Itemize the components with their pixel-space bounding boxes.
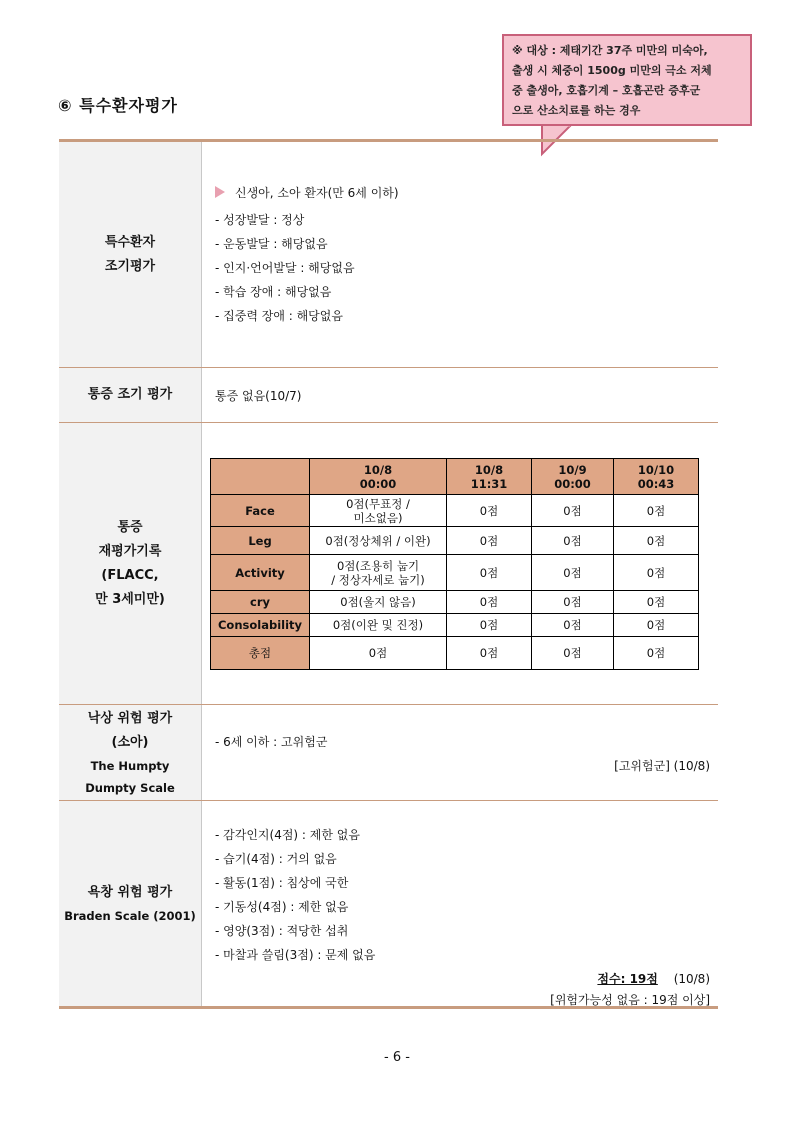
pain-initial-value: 통증 없음(10/7) [215, 389, 302, 403]
label-line: The Humpty [90, 758, 170, 773]
table-row [211, 614, 699, 637]
pain-initial-row [59, 368, 718, 423]
row-label [59, 801, 202, 1006]
table-row [211, 637, 699, 670]
label-line: 욕창 위험 평가 [87, 884, 173, 900]
early-assessment-row [59, 142, 718, 368]
table-cell: 0점 [310, 637, 447, 670]
callout-line: 으로 산소치료를 하는 경우 [512, 104, 641, 117]
table-cell: 0점 [532, 527, 614, 555]
list-item: - 학습 장애 : 해당없음 [215, 285, 332, 299]
list-item: - 기동성(4점) : 제한 없음 [215, 900, 349, 914]
column-header: 10/8 11:31 [447, 459, 532, 495]
table-cell: 0점 [532, 614, 614, 637]
list-item: - 집중력 장애 : 해당없음 [215, 309, 343, 323]
label-line: Braden Scale (2001) [64, 908, 196, 923]
table-cell: 0점 [614, 555, 699, 591]
pain-reassess-row [59, 423, 718, 705]
table-cell: 0점 [447, 495, 532, 527]
table-cell: 0점 [614, 591, 699, 614]
callout-line: ※ 대상 : 제태기간 37주 미만의 미숙아, [512, 44, 708, 57]
target-criteria-callout [502, 34, 752, 126]
table-cell: 0점 [532, 591, 614, 614]
table-cell: 0점 [614, 527, 699, 555]
row-header: cry [211, 591, 310, 614]
heading-text: 신생아, 소아 환자(만 6세 이하) [235, 186, 399, 200]
column-header: 10/10 00:43 [614, 459, 699, 495]
table-cell: 0점 [447, 527, 532, 555]
table-row [211, 527, 699, 555]
row-label [59, 142, 202, 367]
list-item: - 활동(1점) : 침상에 국한 [215, 876, 349, 890]
row-header: 총점 [211, 637, 310, 670]
table-cell: 0점 [532, 555, 614, 591]
list-item: - 운동발달 : 해당없음 [215, 237, 328, 251]
table-cell: 0점 [614, 614, 699, 637]
list-item: - 습기(4점) : 거의 없음 [215, 852, 337, 866]
row-header: Face [211, 495, 310, 527]
triangle-bullet-icon [215, 186, 225, 198]
label-line: 조기평가 [104, 258, 156, 274]
braden-score-date: (10/8) [673, 972, 710, 986]
label-line: Dumpty Scale [85, 780, 175, 795]
table-row [211, 555, 699, 591]
table-cell: 0점(울지 않음) [310, 591, 447, 614]
table-cell: 0점(이완 및 진정) [310, 614, 447, 637]
label-line: 만 3세미만) [95, 591, 165, 607]
page-number: - 6 - [384, 1050, 410, 1065]
label-line: (소아) [111, 734, 149, 750]
label-line: 재평가기록 [98, 543, 162, 559]
table-cell: 0점 [532, 495, 614, 527]
row-header: Leg [211, 527, 310, 555]
list-item: - 성장발달 : 정상 [215, 213, 305, 227]
row-content [215, 142, 710, 367]
callout-line: 중 출생아, 호흡기계 – 호흡곤란 증후군 [512, 84, 701, 97]
fall-item: - 6세 이하 : 고위험군 [215, 735, 328, 749]
row-header: Consolability [211, 614, 310, 637]
row-content [215, 705, 710, 800]
list-item: - 영양(3점) : 적당한 섭취 [215, 924, 349, 938]
corner-cell [211, 459, 310, 495]
table-cell: 0점(조용히 눕기 / 정상자세로 눕기) [310, 555, 447, 591]
table-cell: 0점 [447, 555, 532, 591]
table-cell: 0점 [447, 591, 532, 614]
list-item: - 감각인지(4점) : 제한 없음 [215, 828, 360, 842]
label-line: 낙상 위험 평가 [87, 710, 173, 726]
braden-score-line [597, 970, 710, 987]
table-row [211, 591, 699, 614]
row-header: Activity [211, 555, 310, 591]
braden-note: [위험가능성 없음 : 19점 이상] [550, 993, 710, 1007]
early-heading [215, 184, 399, 201]
table-cell: 0점(정상체위 / 이완) [310, 527, 447, 555]
table-cell: 0점 [447, 637, 532, 670]
section-title: ⑥ 특수환자평가 [58, 96, 178, 115]
braden-score: 점수: 19점 [597, 972, 658, 986]
label-line: (FLACC, [101, 567, 159, 583]
flacc-table [210, 458, 699, 670]
fall-result: [고위험군] (10/8) [614, 759, 710, 773]
table-cell: 0점 [447, 614, 532, 637]
callout-line: 출생 시 체중이 1500g 미만의 극소 저체 [512, 64, 712, 77]
column-header: 10/8 00:00 [310, 459, 447, 495]
table-cell: 0점 [614, 495, 699, 527]
braden-row [59, 801, 718, 1009]
label-line: 특수환자 [104, 234, 156, 250]
label-line: 통증 [117, 519, 143, 535]
table-cell: 0점 [614, 637, 699, 670]
row-label [59, 423, 202, 704]
row-content [215, 801, 710, 1006]
list-item: - 마찰과 쓸림(3점) : 문제 없음 [215, 948, 376, 962]
table-cell: 0점(무표정 / 미소없음) [310, 495, 447, 527]
list-item: - 인지·언어발달 : 해당없음 [215, 261, 355, 275]
row-content [215, 368, 710, 422]
row-label: 통증 조기 평가 [59, 368, 202, 422]
table-row [211, 495, 699, 527]
row-label [59, 705, 202, 800]
table-cell: 0점 [532, 637, 614, 670]
fall-risk-row [59, 705, 718, 801]
column-header: 10/9 00:00 [532, 459, 614, 495]
